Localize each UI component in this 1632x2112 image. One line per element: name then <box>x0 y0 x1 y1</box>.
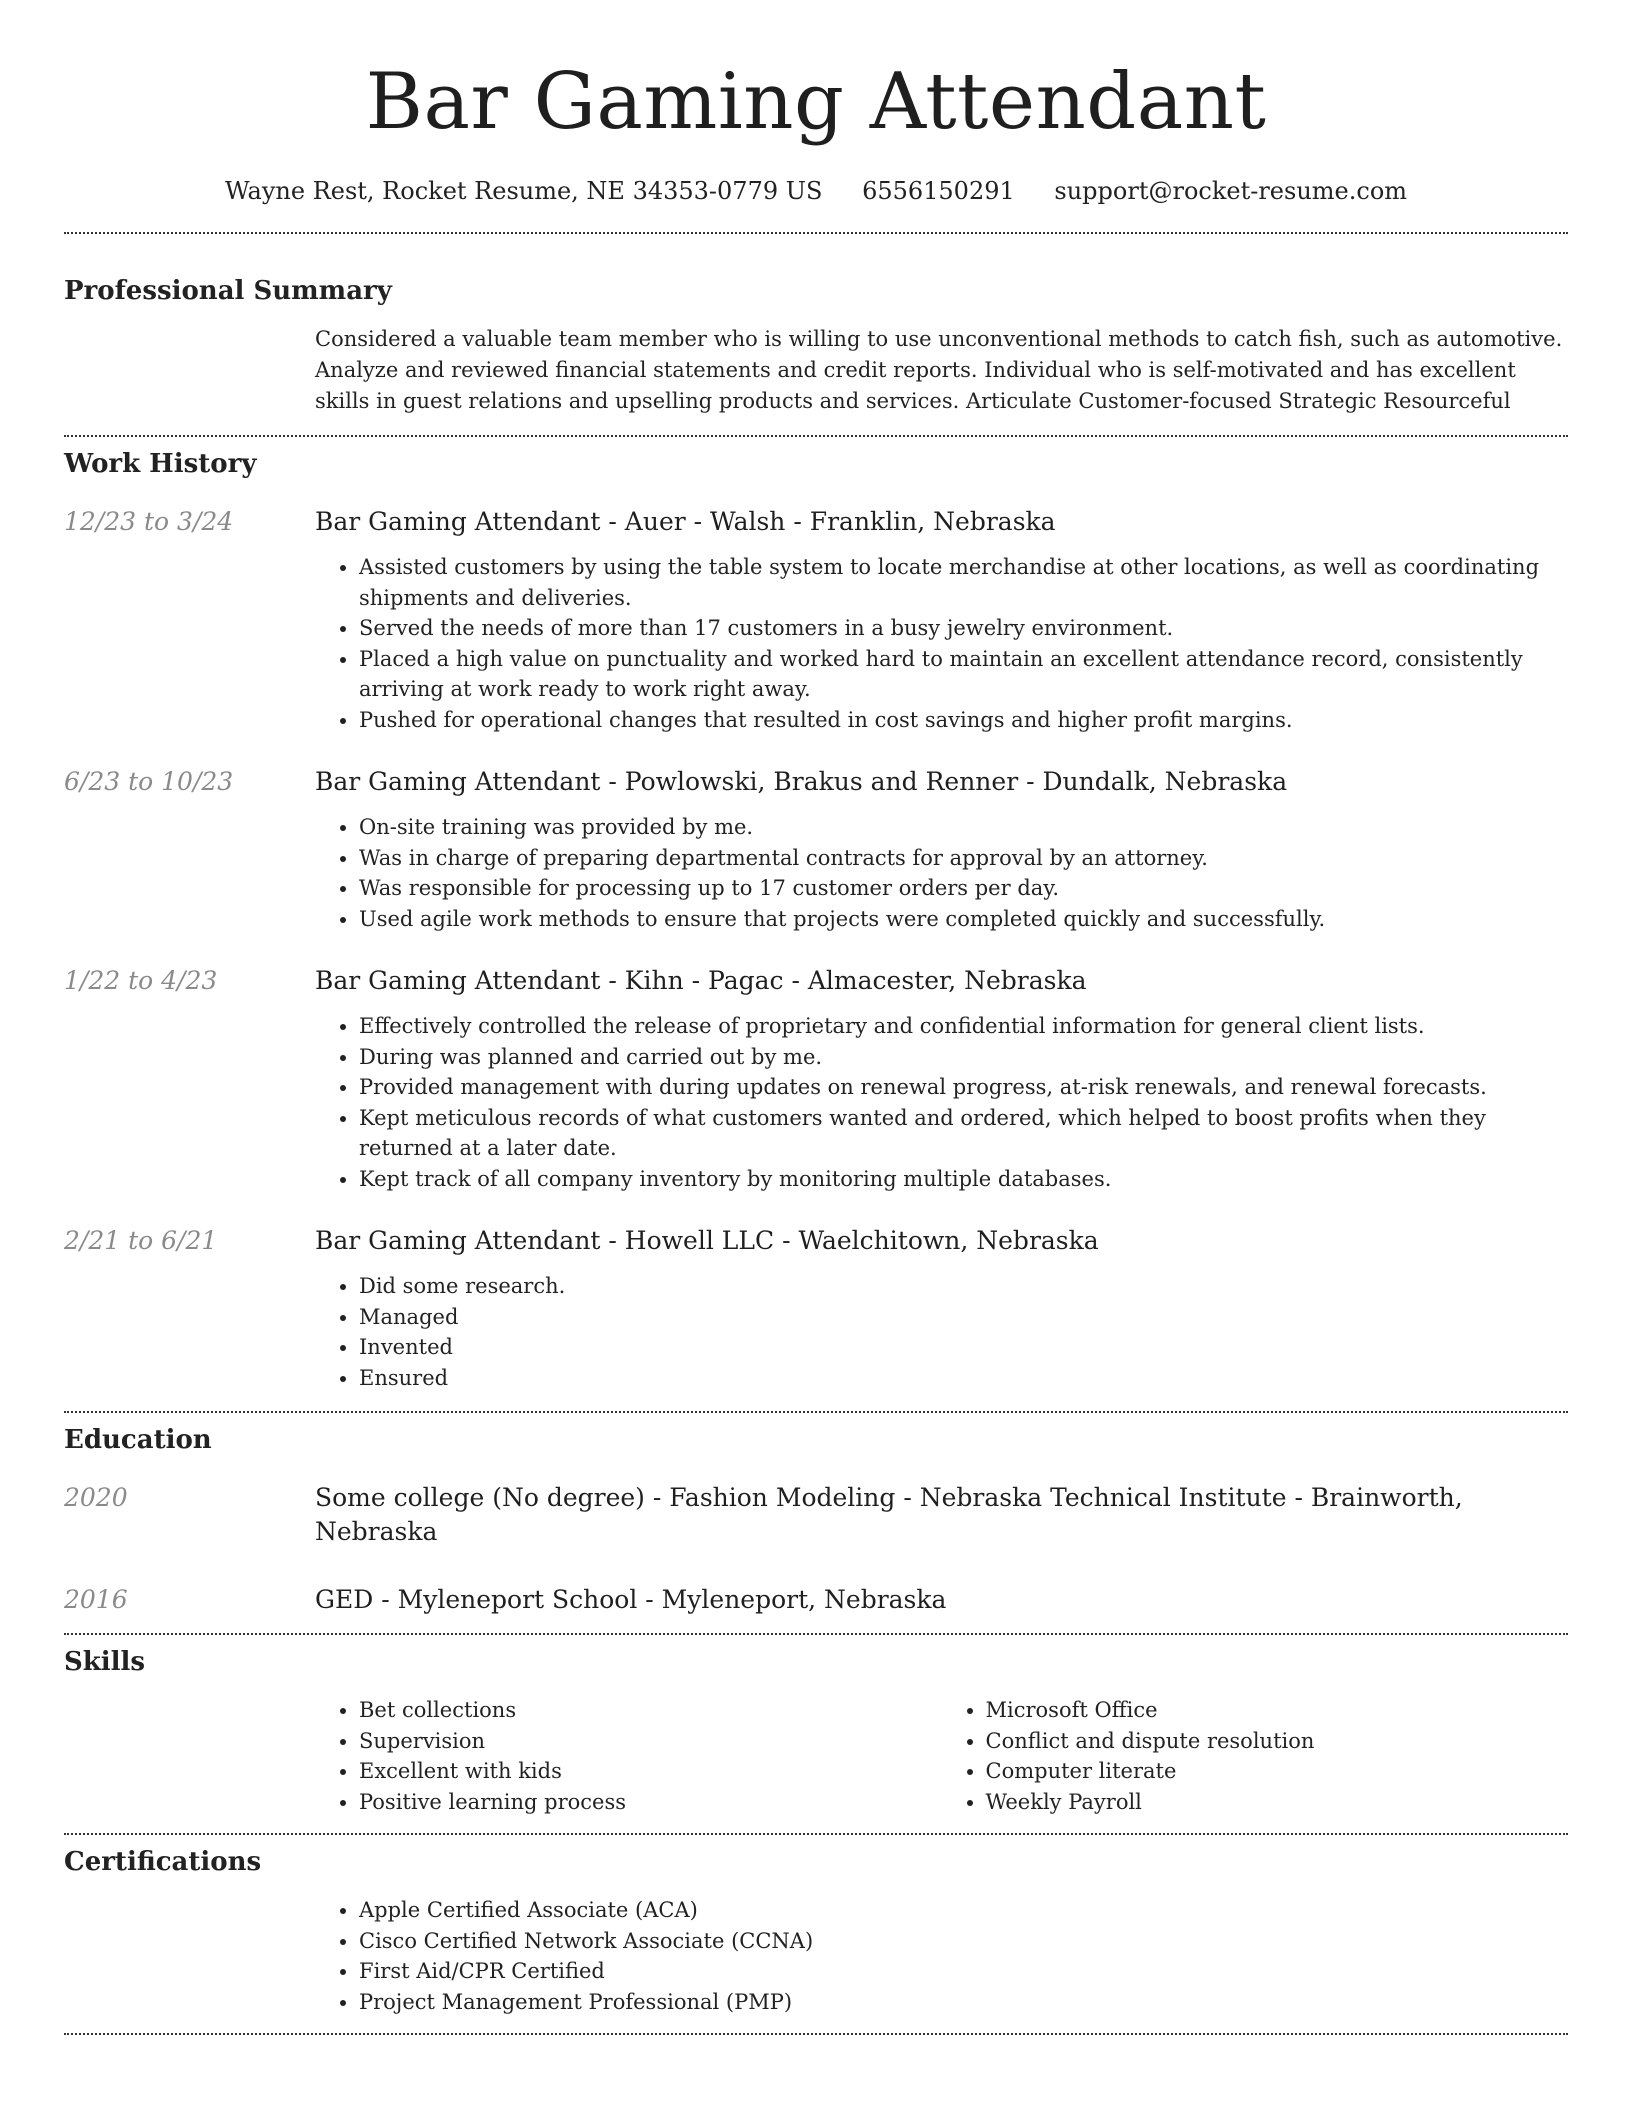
list-item: • Conflict and dispute resolution <box>986 1726 1569 1757</box>
list-item: • Positive learning process <box>359 1787 942 1818</box>
list-item: • Weekly Payroll <box>986 1787 1569 1818</box>
education-year: 2020 <box>64 1483 128 1512</box>
divider <box>64 1633 1568 1635</box>
skills-list-left <box>315 1695 942 1817</box>
divider <box>64 232 1568 234</box>
list-item: • Assisted customers by using the table system to locate merchandise at other locations, as well as coordinating shipments and deliveries. <box>359 552 1568 613</box>
contact-line <box>64 174 1568 208</box>
list-item: • Served the needs of more than 17 customers in a busy jewelry environment. <box>359 613 1568 644</box>
list-item: • Provided management with during updates on renewal progress, at-risk renewals, and renewal forecasts. <box>359 1072 1568 1103</box>
list-item: • First Aid/CPR Certified <box>359 1956 1568 1987</box>
education-detail: GED - Myleneport School - Myleneport, Nebraska <box>315 1585 947 1614</box>
divider <box>64 2033 1568 2035</box>
job-dates: 6/23 to 10/23 <box>64 767 234 796</box>
list-item: • On-site training was provided by me. <box>359 812 1568 843</box>
contact-email: support@rocket-resume.com <box>1054 177 1408 205</box>
work-history-section <box>64 447 1568 1393</box>
divider <box>64 435 1568 437</box>
job-title: Bar Gaming Attendant - Kihn - Pagac - Almacester, Nebraska <box>315 966 1087 995</box>
job-entry <box>64 765 1568 934</box>
job-dates: 12/23 to 3/24 <box>64 507 234 536</box>
certifications-section <box>64 1845 1568 2017</box>
list-item: • Cisco Certified Network Associate (CCNA) <box>359 1926 1568 1957</box>
section-title-summary: Professional Summary <box>64 276 392 306</box>
summary-text: Considered a valuable team member who is willing to use unconventional methods to catch fish, such as automotive. Analyze and reviewed financial statements and credit reports. Individual who is self-motivated and has excellent skills in guest relations and upselling products and services. Articulate Customer-focused Strategic Resourceful <box>315 327 1563 413</box>
section-title-certifications: Certifications <box>64 1847 262 1877</box>
list-item: • During was planned and carried out by me. <box>359 1042 1568 1073</box>
section-title-work: Work History <box>64 449 257 479</box>
list-item: • Microsoft Office <box>986 1695 1569 1726</box>
job-title: Bar Gaming Attendant - Howell LLC - Waelchitown, Nebraska <box>315 1226 1099 1255</box>
list-item: • Ensured <box>359 1363 1568 1394</box>
list-item: • Supervision <box>359 1726 942 1757</box>
job-bullets <box>315 552 1568 735</box>
education-entry <box>64 1481 1568 1549</box>
list-item: • Invented <box>359 1332 1568 1363</box>
job-entry <box>64 964 1568 1194</box>
list-item: • Was responsible for processing up to 17 customer orders per day. <box>359 873 1568 904</box>
list-item: • Computer literate <box>986 1756 1569 1787</box>
job-title: Bar Gaming Attendant - Auer - Walsh - Franklin, Nebraska <box>315 507 1056 536</box>
list-item: • Managed <box>359 1302 1568 1333</box>
list-item: • Bet collections <box>359 1695 942 1726</box>
list-item: • Used agile work methods to ensure that projects were completed quickly and successfully. <box>359 904 1568 935</box>
education-section <box>64 1423 1568 1617</box>
divider <box>64 1833 1568 1835</box>
list-item: • Effectively controlled the release of proprietary and confidential information for general client lists. <box>359 1011 1568 1042</box>
job-entry <box>64 1224 1568 1393</box>
job-dates: 2/21 to 6/21 <box>64 1226 218 1255</box>
job-title: Bar Gaming Attendant - Powlowski, Brakus and Renner - Dundalk, Nebraska <box>315 767 1288 796</box>
list-item: • Placed a high value on punctuality and worked hard to maintain an excellent attendance record, consistently arriving at work ready to work right away. <box>359 644 1568 705</box>
education-year: 2016 <box>64 1585 128 1614</box>
divider <box>64 1411 1568 1413</box>
list-item: • Kept meticulous records of what customers wanted and ordered, which helped to boost profits when they returned at a later date. <box>359 1103 1568 1164</box>
section-title-skills: Skills <box>64 1647 146 1677</box>
list-item: • Was in charge of preparing departmental contracts for approval by an attorney. <box>359 843 1568 874</box>
job-bullets <box>315 1271 1568 1393</box>
job-entry <box>64 505 1568 735</box>
candidate-name: Bar Gaming Attendant <box>365 57 1267 147</box>
contact-address: Wayne Rest, Rocket Resume, NE 34353-0779 US <box>224 177 823 205</box>
job-bullets <box>315 812 1568 934</box>
certifications-list <box>315 1895 1568 2017</box>
skills-list-right <box>942 1695 1569 1817</box>
skills-section <box>64 1645 1568 1817</box>
contact-phone: 6556150291 <box>862 177 1015 205</box>
education-detail: Some college (No degree) - Fashion Modeling - Nebraska Technical Institute - Brainworth, Nebraska <box>315 1483 1463 1546</box>
list-item: • Pushed for operational changes that resulted in cost savings and higher profit margins. <box>359 705 1568 736</box>
list-item: • Project Management Professional (PMP) <box>359 1987 1568 2018</box>
list-item: • Kept track of all company inventory by monitoring multiple databases. <box>359 1164 1568 1195</box>
list-item: • Apple Certified Associate (ACA) <box>359 1895 1568 1926</box>
education-entry <box>64 1583 1568 1617</box>
job-bullets <box>315 1011 1568 1194</box>
section-title-education: Education <box>64 1425 212 1455</box>
list-item: • Excellent with kids <box>359 1756 942 1787</box>
list-item: • Did some research. <box>359 1271 1568 1302</box>
summary-section <box>64 274 1568 417</box>
job-dates: 1/22 to 4/23 <box>64 966 218 995</box>
